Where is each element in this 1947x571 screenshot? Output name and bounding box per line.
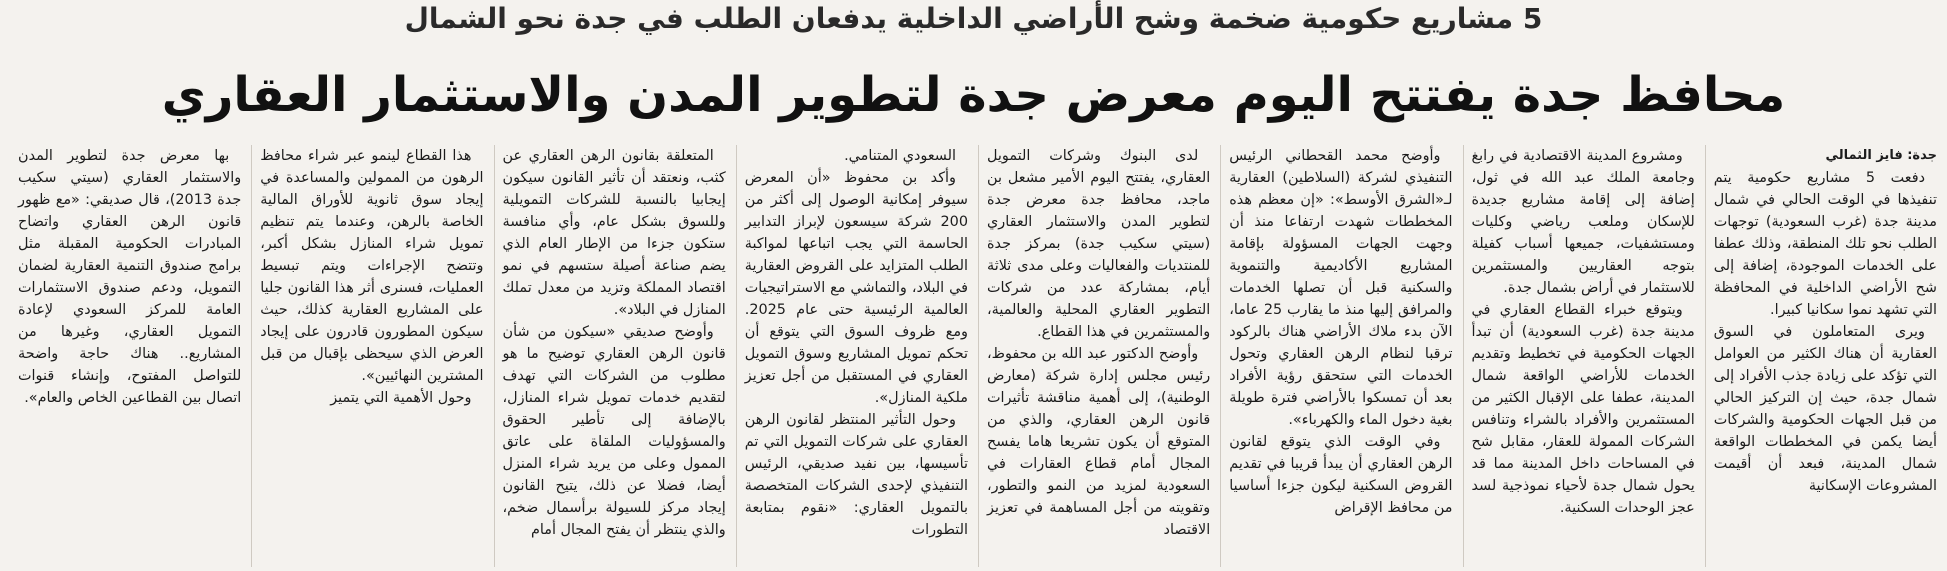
paragraph: لدى البنوك وشركات التمويل العقاري، يفتتح اليوم الأمير مشعل بن ماجد، محافظ جدة معرض جدة لتطوير المدن والاستثمار العقاري (سيتي سكيب جدة) بمركز جدة للمنتديات والفعاليات وعلى مدى ثلاثة أيام، بمشاركة عدد من شركات التطوير العقاري المحلية والعالمية، والمستثمرين في هذا القطاع. [987, 148, 1211, 340]
paragraph: وأوضح الدكتور عبد الله بن محفوظ، رئيس مجلس إدارة شركة (معارض الوطنية)، إلى أهمية مناقشة تأثيرات قانون الرهن العقاري، والذي من المتوقع أن يكون تشريعا هاما يفسح المجال أمام قطاع العقارات في السعودية لمزيد من النمو والتطور، وتقويته من أجل المساهمة في تعزيز الاقتصاد [987, 346, 1211, 538]
column-8 [10, 145, 241, 567]
paragraph: وفي الوقت الذي يتوقع لقانون الرهن العقاري أن يبدأ قريبا في تقديم القروض السكنية ليكون جزءا أساسيا من محافظ الإقراض [1229, 434, 1453, 516]
article-kicker: 5 مشاريع حكومية ضخمة وشح الأراضي الداخلية يدفعان الطلب في جدة نحو الشمال [404, 2, 1543, 35]
paragraph: وأكد بن محفوظ «أن المعرض سيوفر إمكانية الوصول إلى أكثر من 200 شركة سيسعون لإبراز التدابير الحاسمة التي يجب اتباعها لمواكبة الطلب المتزايد على القروض العقارية في البلاد، والتماشي مع الاستراتيجيات العالمية الرئيسية حتى عام 2025. ومع ظروف السوق التي يتوقع أن تحكم تمويل المشاريع وسوق التمويل العقاري في المستقبل من أجل تعزيز ملكية المنازل». [744, 170, 968, 406]
paragraph: المتعلقة بقانون الرهن العقاري عن كثب، ونعتقد أن تأثير القانون سيكون إيجابيا بالنسبة للشركات التمويلية وللسوق بشكل عام، وأي منافسة ستكون جزءا من الإطار العام الذي يضم صناعة أصيلة ستسهم في نمو اقتصاد المملكة وتزيد من معدل تملك المنازل في البلاد». [502, 148, 726, 318]
paragraph: دفعت 5 مشاريع حكومية يتم تنفيذها في الوقت الحالي في شمال مدينة جدة (غرب السعودية) توجهات الطلب نحو تلك المنطقة، وذلك عطفا على الخدمات الموجودة، إضافة إلى شح الأراضي الداخلية في المحافظة التي تشهد نموا سكانيا كبيرا. [1713, 170, 1937, 318]
article-columns [10, 145, 1937, 567]
paragraph: وحول التأثير المنتظر لقانون الرهن العقاري على شركات التمويل التي تم تأسيسها، بين نفيد صديقي، الرئيس التنفيذي لإحدى الشركات المتخصصة بالتمويل العقاري: «نقوم بمتابعة التطورات [744, 412, 968, 538]
paragraph: ويتوقع خبراء القطاع العقاري في مدينة جدة (غرب السعودية) أن تبدأ الجهات الحكومية في تخطيط وتقديم الخدمات للأراضي الواقعة شمال المدينة، عطفا على الإقبال الكثير من المستثمرين والأفراد بالشراء وتنافس الشركات الممولة للعقار، مقابل شح في المساحات داخل المدينة مما قد يحول شمال جدة لأحياء نموذجية لسد عجز الوحدات السكنية. [1471, 302, 1695, 516]
paragraph: وأوضح صديقي «سيكون من شأن قانون الرهن العقاري توضيح ما هو مطلوب من الشركات التي تهدف لتقديم خدمات تمويل شراء المنازل، بالإضافة إلى تأطير الحقوق والمسؤوليات الملقاة على عاتق الممول وعلى من يريد شراء المنزل أيضا، فضلا عن ذلك، يتيح القانون إيجاد مركز للسيولة برأسمال ضخم، والذي ينتظر أن يفتح المجال أمام [502, 324, 726, 538]
paragraph: هذا القطاع لينمو عبر شراء محافظ الرهون من الممولين والمساعدة في إيجاد سوق ثانوية للأوراق المالية الخاصة بالرهن، وعندما يتم تنظيم تمويل شراء المنازل بشكل أكبر، وتتضح الإجراءات ويتم تبسيط العمليات، فسنرى أثر هذا القانون جليا على المشاريع العقارية كذلك، حيث سيكون المطورون قادرون على إيجاد العرض الذي سيحظى بإقبال من قبل المشترين النهائيين». [260, 148, 484, 384]
column-5 [736, 145, 968, 567]
paragraph: ومشروع المدينة الاقتصادية في رابغ وجامعة الملك عبد الله في ثول، إضافة إلى إقامة مشاريع جديدة للإسكان وملعب رياضي وكليات ومستشفيات، جميعها أسباب كفيلة بتوجه العقاريين والمستثمرين للاستثمار في أراض بشمال جدة. [1471, 148, 1695, 296]
article-headline: محافظ جدة يفتتح اليوم معرض جدة لتطوير المدن والاستثمار العقاري [161, 67, 1786, 123]
column-4 [978, 145, 1210, 567]
paragraph: السعودي المتنامي. [844, 148, 956, 164]
column-1 [1705, 145, 1937, 567]
paragraph: بها معرض جدة لتطوير المدن والاستثمار العقاري (سيتي سكيب جدة 2013)، قال صديقي: «مع ظهور قانون الرهن العقاري واتضاح المبادرات الحكومية المقبلة مثل برامج صندوق التنمية العقارية لضمان التمويل، ودعم صندوق الاستثمارات العامة للمركز السعودي لإعادة التمويل العقاري، وغيرها من المشاريع.. هناك حاجة واضحة للتواصل المفتوح، وإنشاء قنوات اتصال بين القطاعين الخاص والعام». [18, 148, 242, 406]
paragraph: ويرى المتعاملون في السوق العقارية أن هناك الكثير من العوامل التي تؤكد على زيادة جذب الأفراد إلى شمال جدة، حيث إن التركيز الحالي من قبل الجهات الحكومية والشركات أيضا يكمن في المخططات الواقعة شمال المدينة، فبعد أن أقيمت المشروعات الإسكانية [1713, 324, 1937, 494]
column-2 [1463, 145, 1695, 567]
column-6 [494, 145, 726, 567]
paragraph: وأوضح محمد القحطاني الرئيس التنفيذي لشركة (السلاطين) العقارية لـ«الشرق الأوسط»: «إن معظم هذه المخططات شهدت ارتفاعا منذ أن وجهت الجهات المسؤولة بإقامة المشاريع الأكاديمية والتنموية والسكنية قبل أن تصلها الخدمات والمرافق إليها منذ ما يقارب 25 عاما، الآن بدء ملاك الأراضي هناك بالركود ترقبا لنظام الرهن العقاري وتحول الخدمات التي ستحقق رؤية الأفراد بعد أن تمسكوا بالأراضي فترة طويلة بغية دخول الماء والكهرباء». [1229, 148, 1453, 428]
paragraph: وحول الأهمية التي يتميز [330, 390, 472, 406]
column-3 [1220, 145, 1452, 567]
byline: جدة: فايز الثمالي [1825, 148, 1937, 163]
column-7 [251, 145, 483, 567]
